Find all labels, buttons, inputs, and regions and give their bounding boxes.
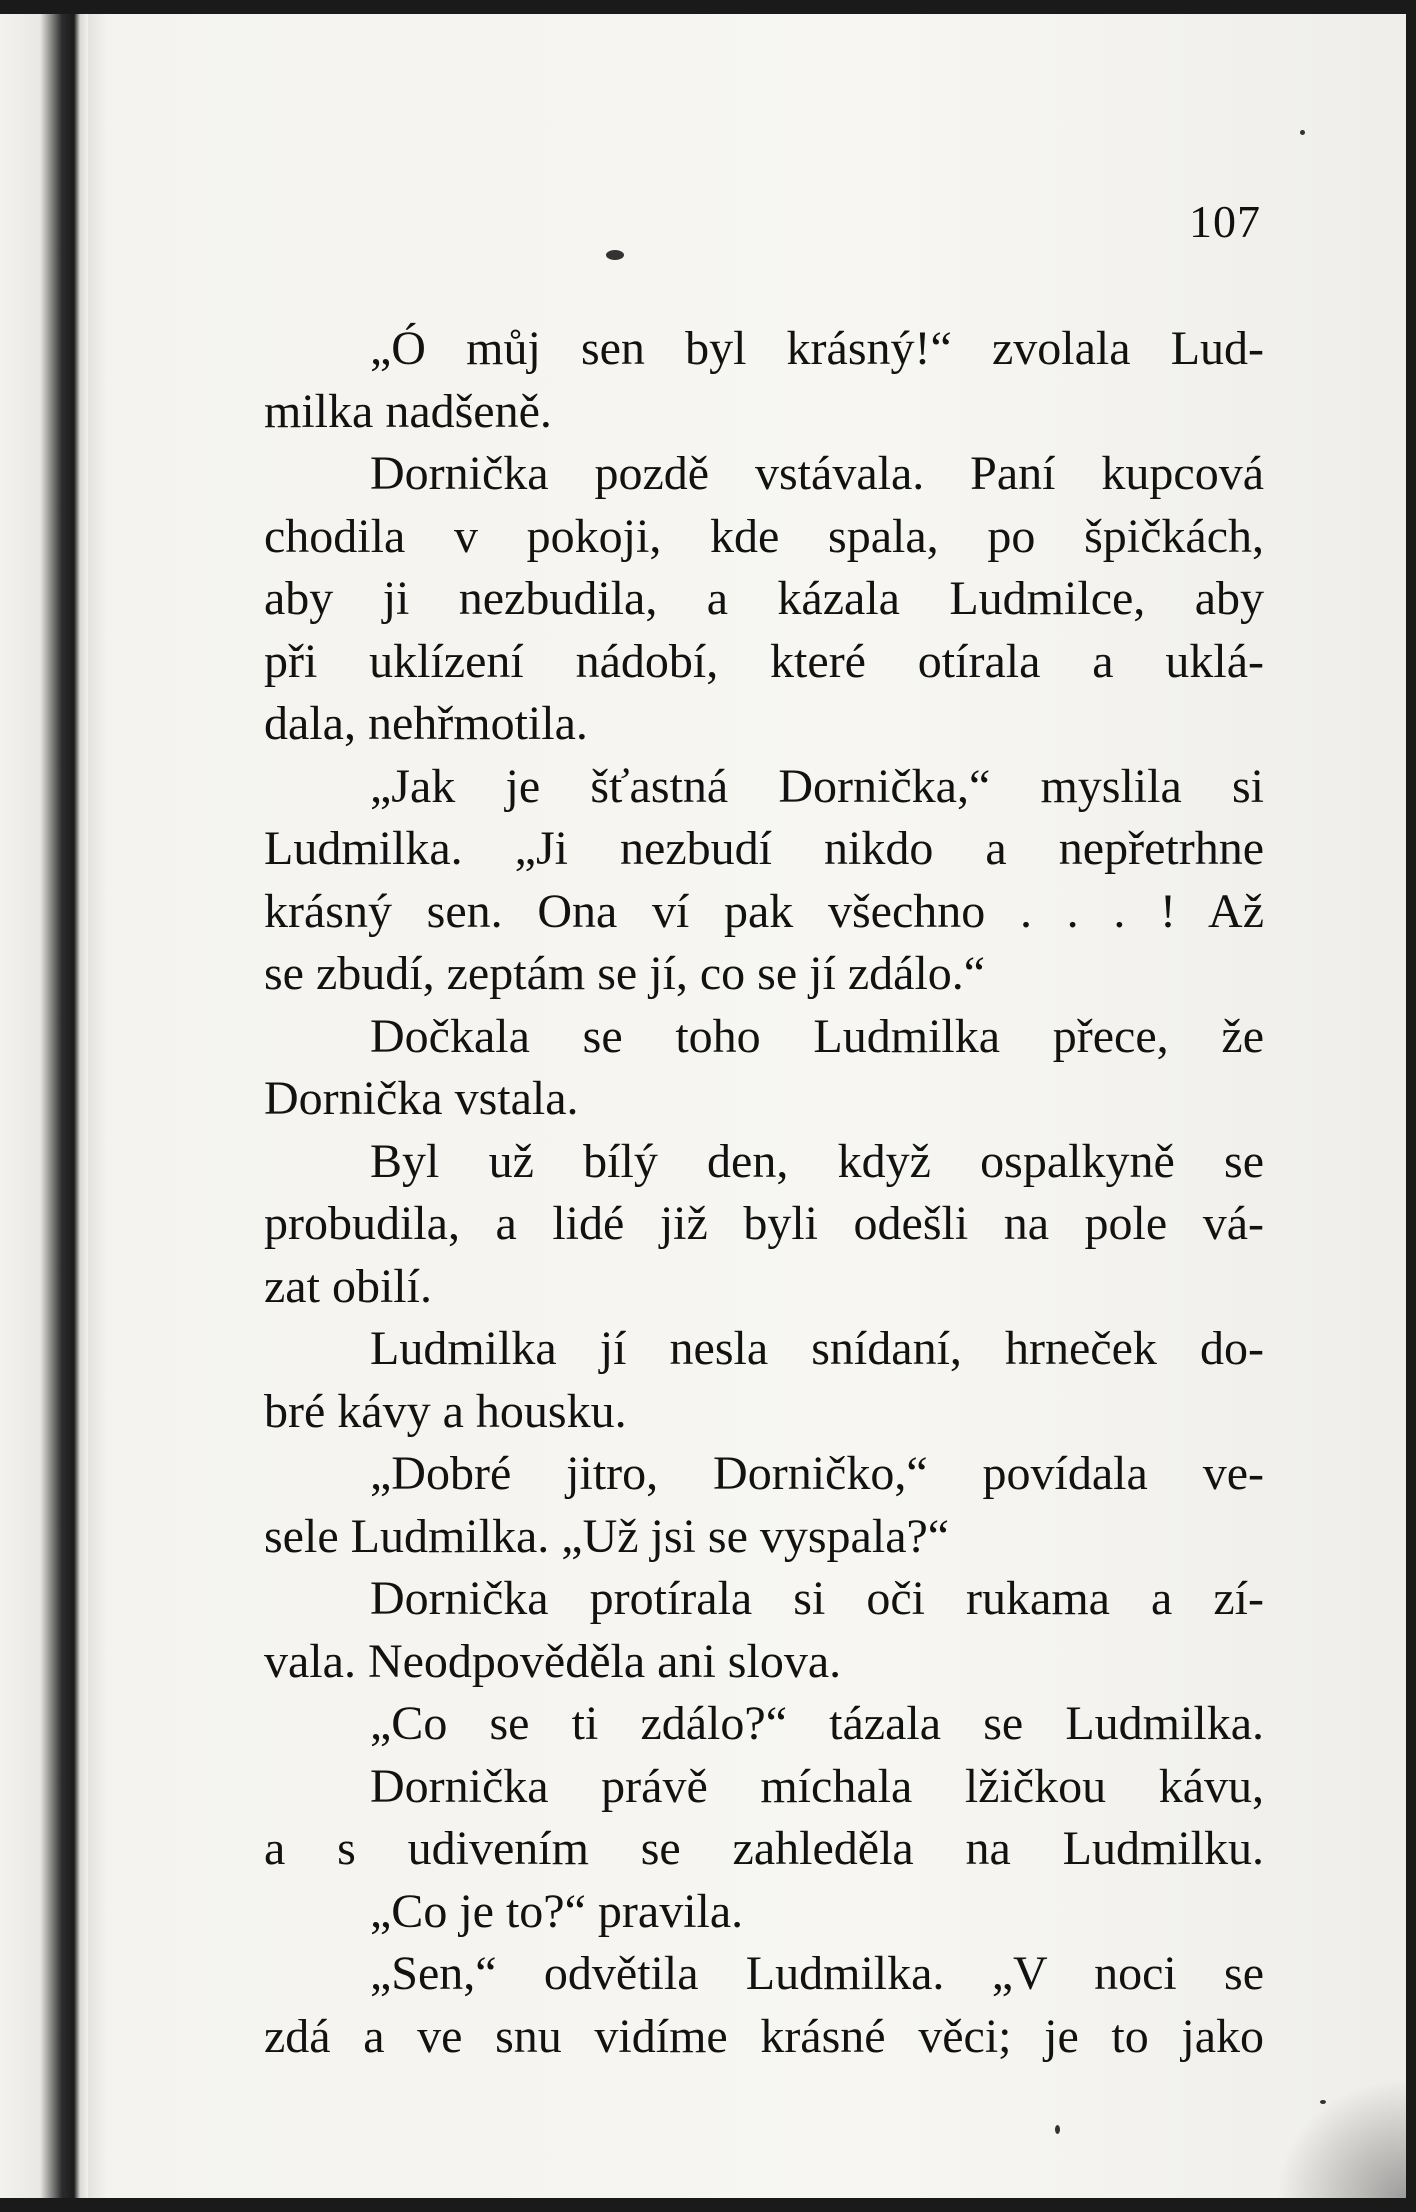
text-line: Dornička pozdě vstávala. Paní kupcová xyxy=(370,447,1264,500)
body-text xyxy=(264,318,1264,2068)
text-line: „Jak je šťastná Dornička,“ myslila si xyxy=(370,759,1264,813)
text-line: zdá a ve snu vidíme krásné věci; je to jako xyxy=(264,2009,1264,2063)
ink-speck xyxy=(1055,2125,1060,2134)
text-line: Dočkala se toho Ludmilka přece, že xyxy=(370,1009,1264,1063)
page-corner-shadow xyxy=(1276,2078,1406,2198)
text-line: „Dobré jitro, Dorničko,“ povídala ve- xyxy=(370,1447,1264,1500)
text-line: a s udivením se zahleděla na Ludmilku. xyxy=(264,1822,1264,1875)
binding-edge xyxy=(0,0,88,2212)
text-line: „Co je to?“ pravila. xyxy=(370,1884,744,1938)
text-line: milka nadšeně. xyxy=(264,384,552,438)
text-line: Ludmilka. „Ji nezbudí nikdo a nepřetrhne xyxy=(264,822,1264,875)
page-number: 107 xyxy=(1189,196,1261,247)
text-line: krásný sen. Ona ví pak všechno . . . ! Až xyxy=(264,884,1264,938)
text-line: Dornička vstala. xyxy=(264,1072,579,1125)
text-line: zat obilí. xyxy=(264,1259,432,1313)
ink-speck xyxy=(1300,130,1305,135)
ink-speck xyxy=(606,250,624,260)
scan-border-top xyxy=(0,0,1416,14)
text-line: Ludmilka jí nesla snídaní, hrneček do- xyxy=(370,1322,1264,1375)
text-line: při uklízení nádobí, které otírala a uklá- xyxy=(264,634,1264,688)
text-line: vala. Neodpověděla ani slova. xyxy=(264,1634,842,1688)
text-line: „Ó můj sen byl krásný!“ zvolala Lud- xyxy=(370,322,1264,375)
text-line: probudila, a lidé již byli odešli na pole vá- xyxy=(264,1197,1264,1250)
scan-border-bottom xyxy=(0,2198,1416,2212)
text-line: se zbudí, zeptám se jí, co se jí zdálo.“ xyxy=(264,947,986,1000)
text-line: Byl už bílý den, když ospalkyně se xyxy=(370,1134,1264,1188)
text-line: chodila v pokoji, kde spala, po špičkách, xyxy=(264,509,1264,563)
ink-speck xyxy=(1320,2100,1326,2104)
text-line: dala, nehřmotila. xyxy=(264,697,588,750)
text-line: Dornička protírala si oči rukama a zí- xyxy=(370,1572,1264,1625)
text-line: sele Ludmilka. „Už jsi se vyspala?“ xyxy=(264,1509,950,1563)
text-line: „Sen,“ odvětila Ludmilka. „V noci se xyxy=(370,1947,1264,2000)
text-line: bré kávy a housku. xyxy=(264,1384,627,1438)
text-line: Dornička právě míchala lžičkou kávu, xyxy=(370,1759,1264,1813)
text-line: aby ji nezbudila, a kázala Ludmilce, aby xyxy=(264,572,1264,625)
text-line: „Co se ti zdálo?“ tázala se Ludmilka. xyxy=(370,1697,1264,1750)
scan-border-right xyxy=(1406,0,1416,2212)
